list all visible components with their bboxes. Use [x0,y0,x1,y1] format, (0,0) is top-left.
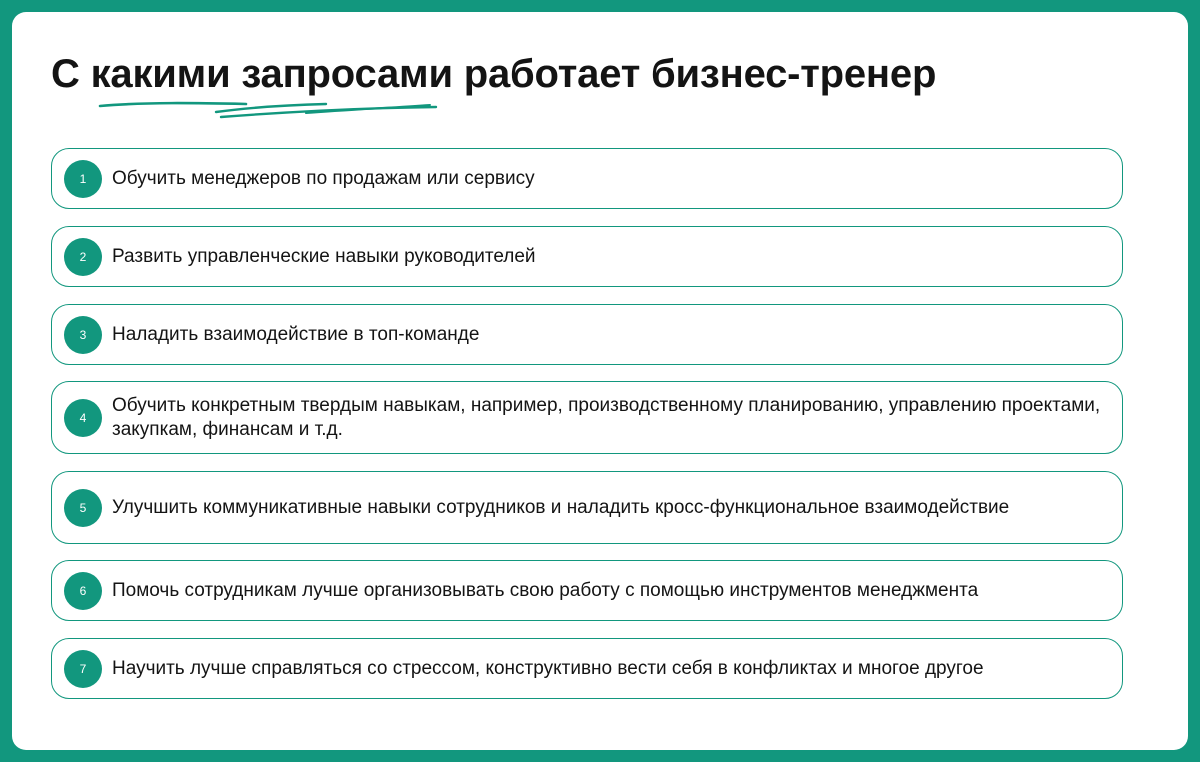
item-number-badge: 4 [64,399,102,437]
item-text: Обучить конкретным твердым навыкам, например, производственному планированию, управлению проектами, закупкам, финансам и т.д. [112,394,1101,440]
item-text: Развить управленческие навыки руководителей [112,245,536,267]
item-number-badge: 6 [64,572,102,610]
list-item [51,638,1123,699]
item-number-badge: 5 [64,489,102,527]
item-number-badge: 2 [64,238,102,276]
list-item [51,148,1123,209]
item-text: Научить лучше справляться со стрессом, конструктивно вести себя в конфликтах и многое другое [112,657,984,679]
item-number-badge: 7 [64,650,102,688]
list-item [51,560,1123,621]
title-underline-scribble [86,92,438,118]
list-item [51,304,1123,365]
item-text: Обучить менеджеров по продажам или сервису [112,167,535,189]
title-part-1: С [51,52,91,96]
title-part-3: работает бизнес-тренер [452,52,937,96]
item-text: Улучшить коммуникативные навыки сотрудников и наладить кросс-функциональное взаимодействие [112,496,1010,518]
item-text: Помочь сотрудникам лучше организовывать свою работу с помощью инструментов менеджмента [112,579,979,601]
title-highlight: какими запросами [90,52,453,96]
list-item [51,381,1123,454]
item-number-badge: 1 [64,160,102,198]
item-number-badge: 3 [64,316,102,354]
page-title [51,50,936,98]
list-item [51,226,1123,287]
list-item [51,471,1123,544]
item-text: Наладить взаимодействие в топ-команде [112,323,480,345]
